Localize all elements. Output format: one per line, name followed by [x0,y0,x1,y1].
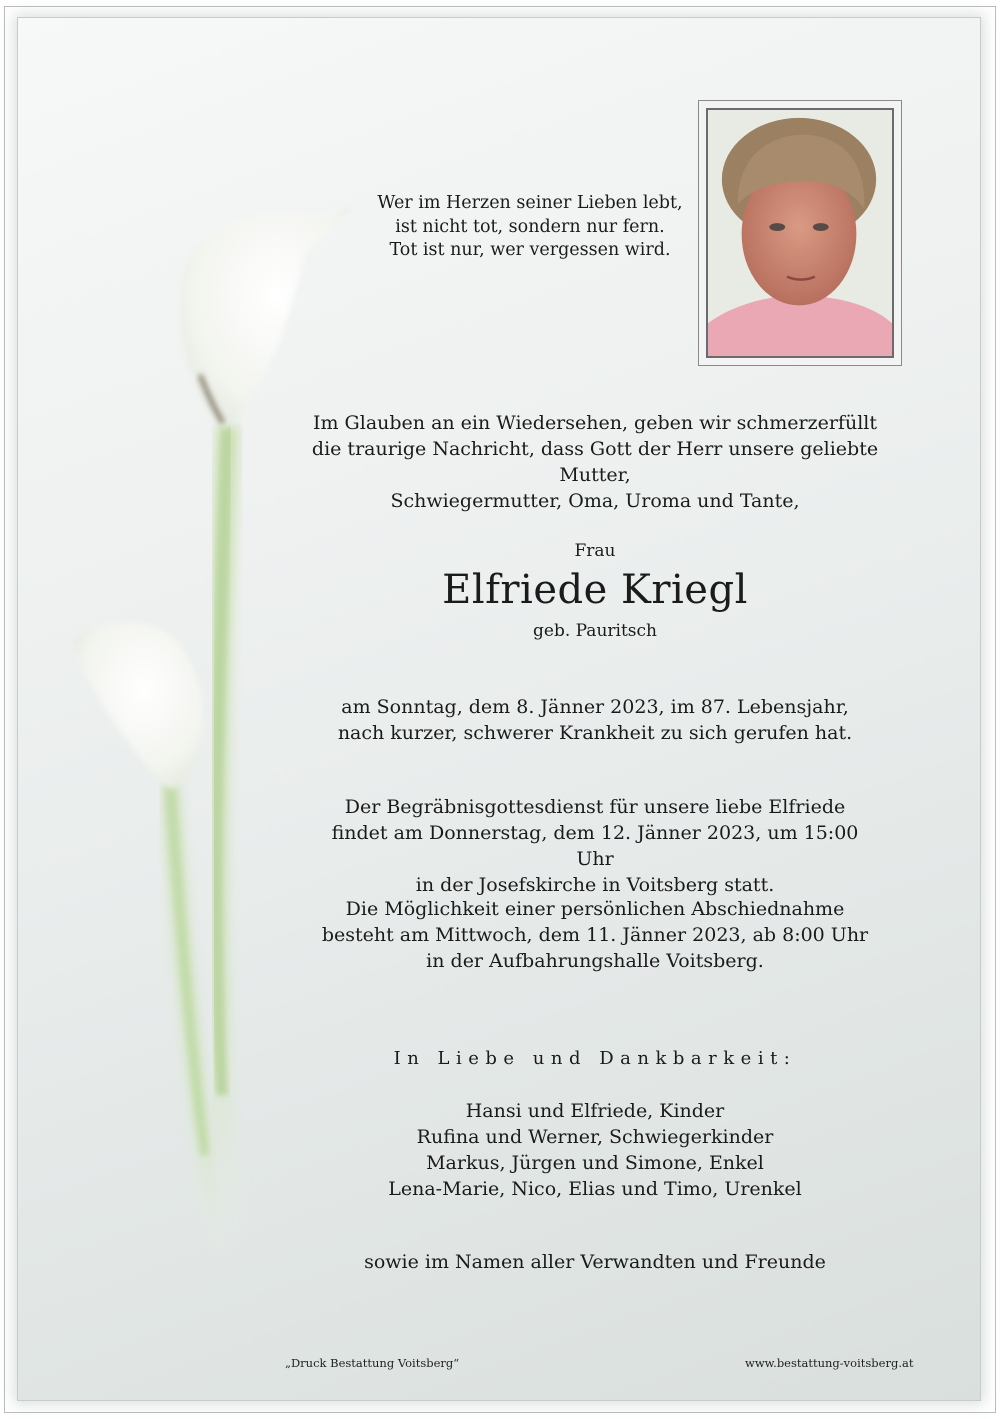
website-link[interactable]: www.bestattung-voitsberg.at [745,1356,914,1370]
quote-line: ist nicht tot, sondern nur fern. [395,216,665,237]
maiden-name: geb. Pauritsch [533,621,657,641]
mourner-line: Lena-Marie, Nico, Elias und Timo, Urenkel [388,1178,802,1200]
deceased-name: Elfriede Kriegl [442,567,748,613]
death-notice [310,694,880,746]
quote-line: Tot ist nur, wer vergessen wird. [389,240,671,260]
love-heading: In Liebe und Dankbarkeit: [393,1048,797,1069]
farewell-line: besteht am Mittwoch, dem 11. Jänner 2023, ab 8:00 Uhr [321,924,869,946]
announcement-intro [290,410,900,514]
portrait-photo [706,108,894,358]
service-line: findet am Donnerstag, dem 12. Jänner 2023, um 15:00 Uhr [331,822,859,870]
intro-line: Im Glauben an ein Wiedersehen, geben wir schmerzerfüllt [313,412,877,434]
mourner-line: Hansi und Elfriede, Kinder [465,1100,725,1122]
service-line: Der Begräbnisgottesdienst für unsere liebe Elfriede [344,796,846,818]
printer-credit: „Druck Bestattung Voitsberg“ [285,1356,460,1370]
death-line: nach kurzer, schwerer Krankheit zu sich gerufen hat. [337,722,853,744]
mourner-line: Rufina und Werner, Schwiegerkinder [416,1126,774,1148]
mourners-list [340,1098,850,1202]
intro-line: die traurige Nachricht, dass Gott der Herr unsere geliebte Mutter, [311,438,879,486]
quote-line: Wer im Herzen seiner Lieben lebt, [377,193,683,213]
service-line: in der Josefskirche in Voitsberg statt. [415,874,775,896]
death-line: am Sonntag, dem 8. Jänner 2023, im 87. Lebensjahr, [341,696,849,718]
intro-line: Schwiegermutter, Oma, Uroma und Tante, [390,490,800,512]
funeral-service [310,794,880,898]
farewell-viewing [310,896,880,974]
portrait-frame [698,100,902,366]
closing-line: sowie im Namen aller Verwandten und Freunde [364,1251,826,1273]
farewell-line: Die Möglichkeit einer persönlichen Abschiednahme [345,898,845,920]
honorific: Frau [574,541,616,561]
farewell-line: in der Aufbahrungshalle Voitsberg. [426,950,764,972]
mourner-line: Markus, Jürgen und Simone, Enkel [426,1152,764,1174]
memorial-quote [335,192,725,263]
